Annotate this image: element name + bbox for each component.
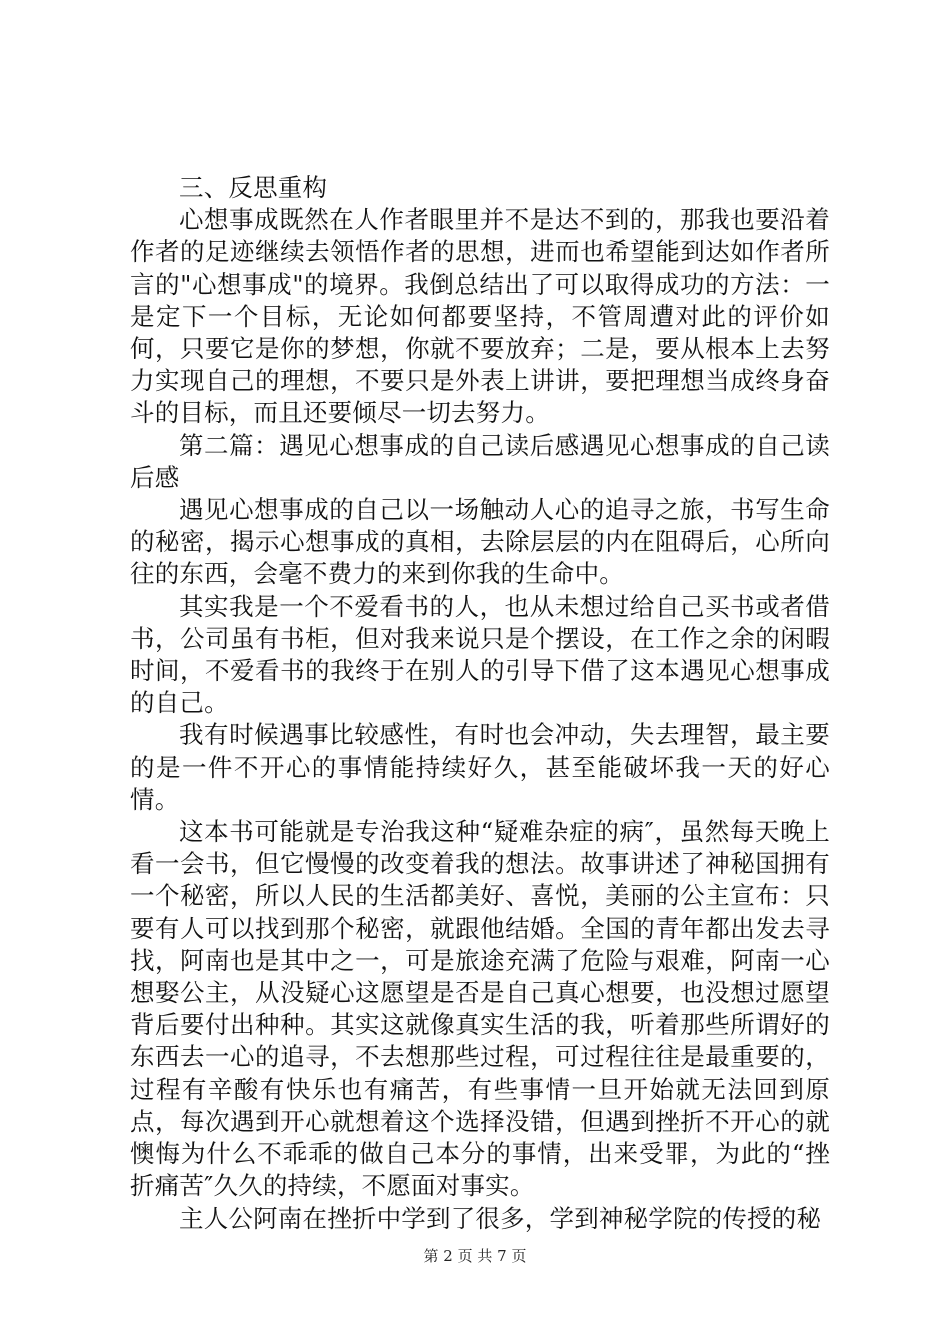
section-heading: 三、反思重构 xyxy=(179,173,328,202)
paragraph: 这本书可能就是专治我这种“疑难杂症的病″，虽然每天晚上看一会书，但它慢慢的改变着我的想法。故事讲述了神秘国拥有一个秘密，所以人民的生活都美好、喜悦，美丽的公主宣布：只要有人可以找到那个秘密，就跟他结婚。全国的青年都出发去寻找，阿南也是其中之一，可是旅途充满了危险与艰难，阿南一心想娶公主，从没疑心这愿望是否是自己真心想要，也没想过愿望背后要付出种种。其实这就像真实生活的我，听着那些所谓好的东西去一心的追寻，不去想那些过程，可过程往往是最重要的，过程有辛酸有快乐也有痛苦，有些事情一旦开始就无法回到原点，每次遇到开心就想着这个选择没错，但遇到挫折不开心的就懊悔为什么不乖乖的做自己本分的事情，出来受罪，为此的“挫折痛苦″久久的持续，不愿面对事实。 xyxy=(130,817,830,1201)
paragraph: 主人公阿南在挫折中学到了很多，学到神秘学院的传授的秘 xyxy=(179,1203,822,1233)
paragraph: 我有时候遇事比较感性，有时也会冲动，失去理智，最主要的是一件不开心的事情能持续好久，甚至能破坏我一天的好心情。 xyxy=(130,720,830,814)
paragraph: 其实我是一个不爱看书的人，也从未想过给自己买书或者借书，公司虽有书柜，但对我来说只是个摆设，在工作之余的闲暇时间，不爱看书的我终于在别人的引导下借了这本遇见心想事成的自己。 xyxy=(130,591,830,718)
paragraph: 心想事成既然在人作者眼里并不是达不到的，那我也要沿着作者的足迹继续去领悟作者的思想，进而也希望能到达如作者所言的"心想事成"的境界。我倒总结出了可以取得成功的方法：一是定下一个目标，无论如何都要坚持，不管周遭对此的评价如何，只要它是你的梦想，你就不要放弃；二是，要从根本上去努力实现自己的理想，不要只是外表上讲讲，要把理想当成终身奋斗的目标，而且还要倾尽一切去努力。 xyxy=(130,205,830,428)
chapter-title: 第二篇：遇见心想事成的自己读后感遇见心想事成的自己读后感 xyxy=(130,430,830,492)
page-footer: 第 2 页 共 7 页 xyxy=(423,1247,527,1265)
paragraph: 遇见心想事成的自己以一场触动人心的追寻之旅，书写生命的秘密，揭示心想事成的真相，去除层层的内在阻碍后，心所向往的东西，会毫不费力的来到你我的生命中。 xyxy=(130,495,830,589)
document-body xyxy=(130,172,830,1235)
